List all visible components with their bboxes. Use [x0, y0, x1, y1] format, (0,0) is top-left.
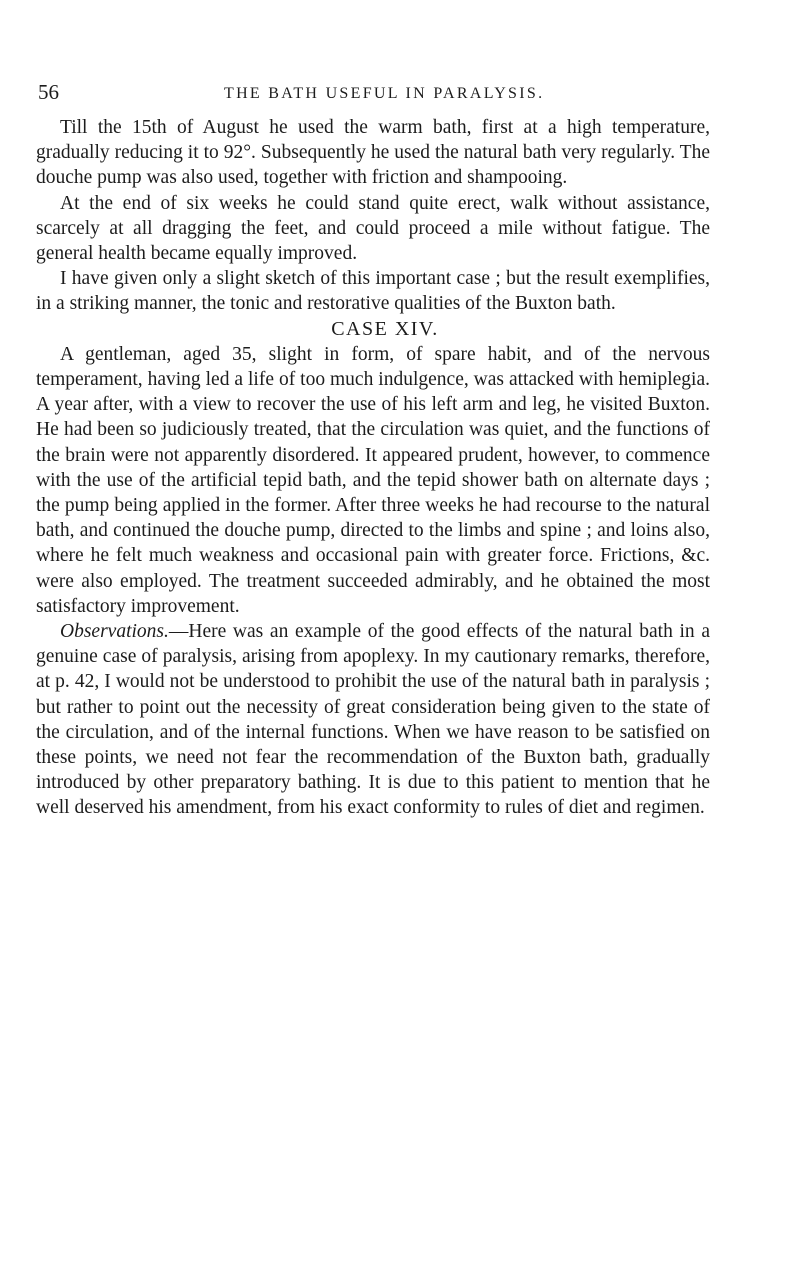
- page-header: [0, 79, 800, 109]
- case-paragraph: A gentleman, aged 35, slight in form, of spare habit, and of the nervous temperament, having led a life of too much indulgence, was attacked with hemiplegia. A year after, with a view to recover the use of his left arm and leg, he visited Buxton. He had been so judiciously treated, that the circulation was quiet, and the functions of the brain were not apparently disordered. It appeared prudent, however, to commence with the use of the artificial tepid bath, and the tepid shower bath on alternate days ; the pump being applied in the former. After three weeks he had recourse to the natural bath, and continued the douche pump, directed to the limbs and spine ; and loins also, where he felt much weakness and occasional pain with greater force. Frictions, &c. were also employed. The treatment succeeded admirably, and he obtained the most satisfactory improvement.: [36, 343, 710, 617]
- page-number: 56: [38, 80, 59, 104]
- paragraph: Till the 15th of August he used the warm bath, first at a high temperature, gradually reducing it to 92°. Subsequently he used the natural bath very regularly. The douche pump was also used, together with friction and shampooing.: [36, 117, 710, 189]
- paragraph: At the end of six weeks he could stand quite erect, walk without assistance, scarcely at all dragging the feet, and could proceed a mile without fatigue. The general health became equally improved.: [36, 192, 710, 265]
- running-head: THE BATH USEFUL IN PARALYSIS.: [224, 85, 545, 102]
- observations-label: Observations.: [60, 621, 169, 643]
- observations-paragraph: [36, 619, 710, 821]
- observations-text: —Here was an example of the good effects of the natural bath in a genuine case of paralysis, arising from apoplexy. In my cautionary remarks, therefore, at p. 42, I would not be understood to prohibit the use of the natural bath in paralysis ; but rather to point out the necessity of great consideration being given to the state of the circulation, and of the internal functions. When we have reason to be satisfied on these points, we need not fear the recommendation of the Buxton bath, gradually introduced by other preparatory bathing. It is due to this patient to mention that he well deserved his amendment, from his exact conformity to rules of diet and regimen.: [36, 621, 710, 819]
- case-heading: CASE XIV.: [331, 317, 439, 340]
- paragraph: I have given only a slight sketch of this important case ; but the result exemplifies, in a striking manner, the tonic and restorative qualities of the Buxton bath.: [36, 268, 710, 315]
- body-text: [36, 115, 710, 821]
